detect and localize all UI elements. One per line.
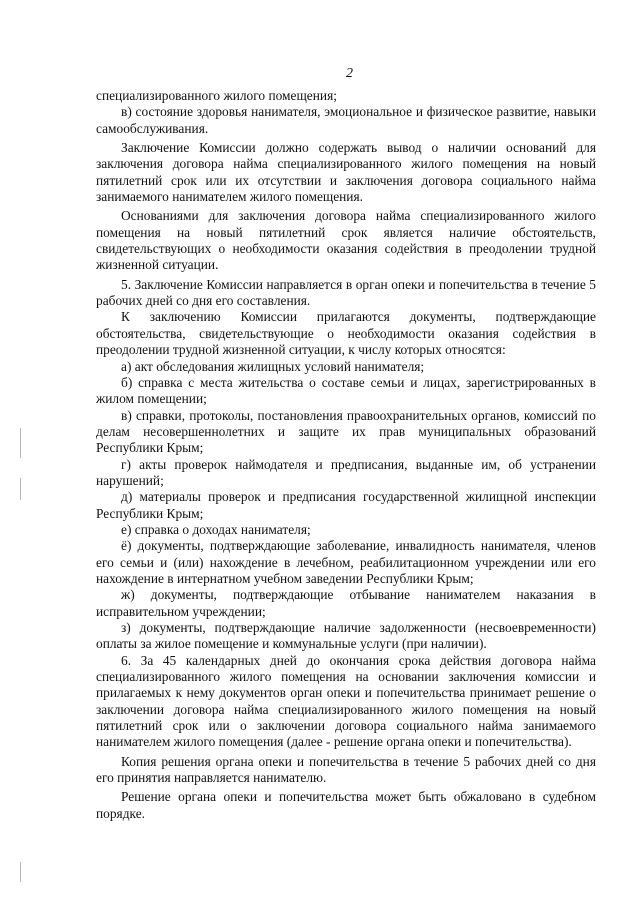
list-item: з) документы, подтверждающие наличие задолженности (несвоевременности) оплаты за жилое помещение и коммунальные услуги (при наличии). <box>96 620 596 652</box>
scan-margin-mark <box>20 862 21 882</box>
paragraph: К заключению Комиссии прилагаются документы, подтверждающие обстоятельства, свидетельствующие о необходимости оказания содействия в преодолении трудной жизненной ситуации, к числу которых относятся: <box>96 309 596 358</box>
paragraph: специализированного жилого помещения; <box>96 88 337 103</box>
paragraph: 6. За 45 календарных дней до окончания срока действия договора найма специализированного жилого помещения на основании заключения комиссии и прилагаемых к нему документов орган опеки и попечительства принимает решение о заключении договора найма специализированного жилого помещения на новый пятилетний срок или о заключении договора социального найма занимаемого нанимателем жилого помещения (далее - решение органа опеки и попечительства). <box>96 652 596 750</box>
list-item: в) справки, протоколы, постановления правоохранительных органов, комиссий по делам несовершеннолетних и защите их прав муниципальных образований Республики Крым; <box>96 407 596 456</box>
paragraph: Заключение Комиссии должно содержать вывод о наличии оснований для заключения договора найма специализированного жилого помещения на новый пятилетний срок или их отсутствии и заключения договора социального найма занимаемого нанимателем жилого помещения. <box>96 140 596 205</box>
paragraph: Решение органа опеки и попечительства может быть обжаловано в судебном порядке. <box>96 789 596 821</box>
document-body <box>96 88 596 822</box>
list-item: г) акты проверок наймодателя и предписания, выданные им, об устранении нарушений; <box>96 456 596 488</box>
list-item: д) материалы проверок и предписания государственной жилищной инспекции Республики Крым; <box>96 489 596 521</box>
paragraph: в) состояние здоровья нанимателя, эмоциональное и физическое развитие, навыки самообслуживания. <box>96 104 596 136</box>
list-item: ё) документы, подтверждающие заболевание, инвалидность нанимателя, членов его семьи и (или) нахождение в лечебном, реабилитационном учреждении или его нахождение в интернатном учебном заведении Республики Крым; <box>96 538 596 586</box>
paragraph: 5. Заключение Комиссии направляется в орган опеки и попечительства в течение 5 рабочих дней со дня его составления. <box>96 276 596 309</box>
list-item: б) справка с места жительства о составе семьи и лицах, зарегистрированных в жилом помещении; <box>96 374 596 407</box>
paragraph: Копия решения органа опеки и попечительства в течение 5 рабочих дней со дня его принятия направляется нанимателю. <box>96 753 596 786</box>
paragraph: Основаниями для заключения договора найма специализированного жилого помещения на новый пятилетний срок является наличие обстоятельств, свидетельствующих о необходимости оказания содействия в преодолении трудной жизненной ситуации. <box>96 208 596 273</box>
list-item: е) справка о доходах нанимателя; <box>121 521 311 537</box>
list-item: ж) документы, подтверждающие отбывание нанимателем наказания в исправительном учреждении; <box>96 587 596 619</box>
list-item: а) акт обследования жилищных условий нанимателя; <box>121 358 425 374</box>
scan-margin-mark <box>20 428 21 458</box>
scan-margin-mark <box>20 478 21 500</box>
page-number: 2 <box>346 66 353 81</box>
